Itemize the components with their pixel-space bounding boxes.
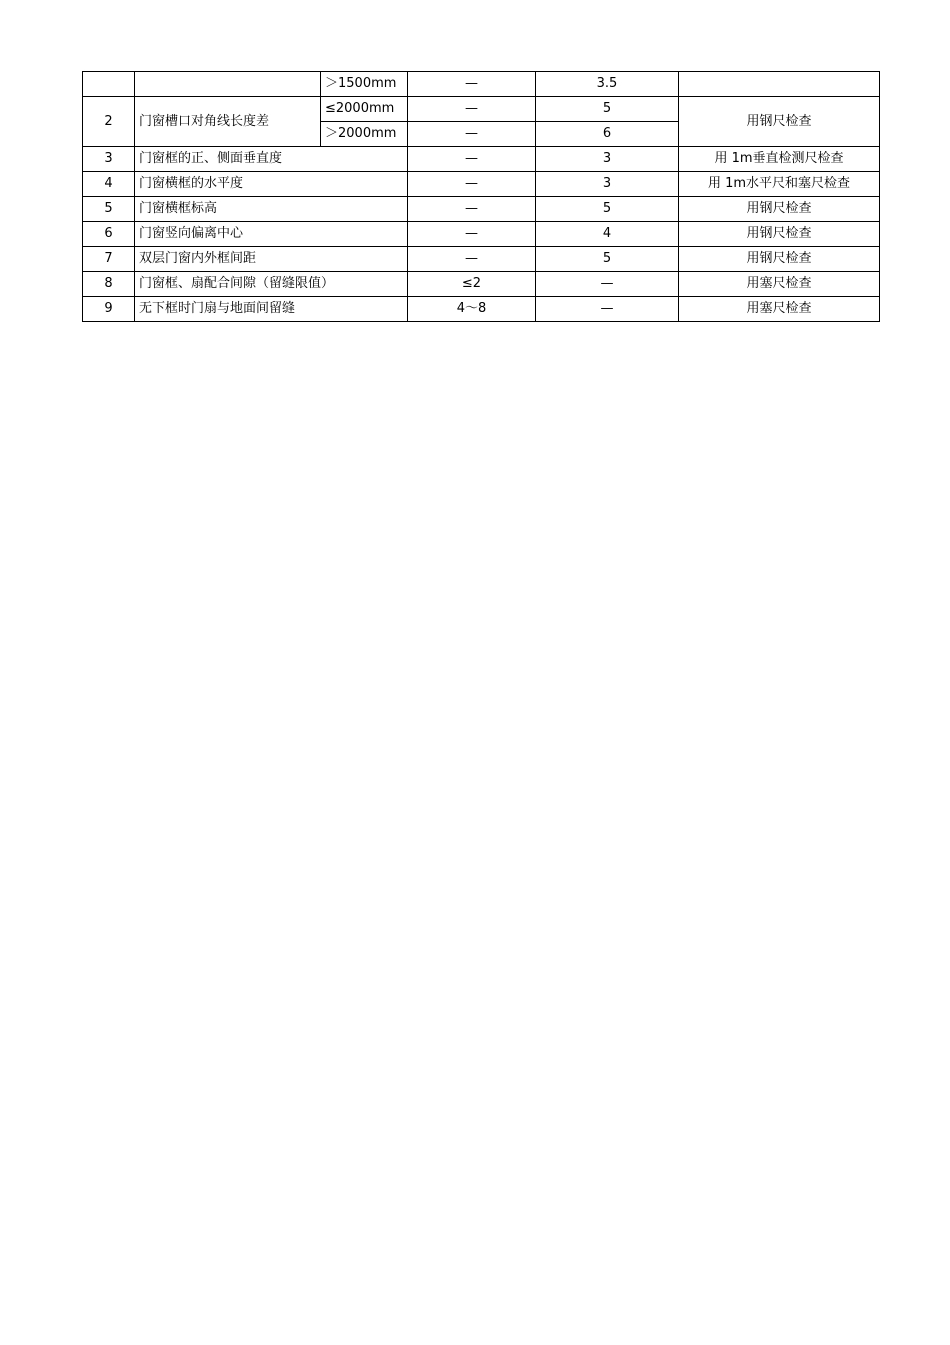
row-tolerance: 5 xyxy=(536,97,679,122)
row-method: 用 1m垂直检测尺检查 xyxy=(679,147,880,172)
table-row xyxy=(83,147,880,172)
row-number xyxy=(83,72,135,97)
row-tolerance: 3 xyxy=(536,172,679,197)
table-row xyxy=(83,297,880,322)
table-row xyxy=(83,272,880,297)
row-method: 用 1m水平尺和塞尺检查 xyxy=(679,172,880,197)
table-row xyxy=(83,172,880,197)
row-item: 门窗框、扇配合间隙（留缝限值） xyxy=(135,272,408,297)
row-method: 用钢尺检查 xyxy=(679,97,880,147)
row-number: 2 xyxy=(83,97,135,147)
row-item: 门窗横框的水平度 xyxy=(135,172,408,197)
row-method: 用钢尺检查 xyxy=(679,197,880,222)
table-row xyxy=(83,97,880,122)
row-tolerance: 5 xyxy=(536,197,679,222)
row-limit: — xyxy=(408,172,536,197)
row-limit: — xyxy=(408,222,536,247)
row-number: 9 xyxy=(83,297,135,322)
row-limit: — xyxy=(408,247,536,272)
row-limit: ≤2 xyxy=(408,272,536,297)
row-number: 4 xyxy=(83,172,135,197)
table-row xyxy=(83,197,880,222)
row-method: 用钢尺检查 xyxy=(679,247,880,272)
row-tolerance: — xyxy=(536,272,679,297)
table-row xyxy=(83,247,880,272)
row-method: 用钢尺检查 xyxy=(679,222,880,247)
table-row xyxy=(83,72,880,97)
row-item: 无下框时门扇与地面间留缝 xyxy=(135,297,408,322)
row-limit: 4～8 xyxy=(408,297,536,322)
row-number: 8 xyxy=(83,272,135,297)
row-item: 双层门窗内外框间距 xyxy=(135,247,408,272)
row-subcondition: ＞2000mm xyxy=(321,122,408,147)
row-number: 3 xyxy=(83,147,135,172)
row-tolerance: 5 xyxy=(536,247,679,272)
row-item: 门窗竖向偏离中心 xyxy=(135,222,408,247)
row-limit: — xyxy=(408,122,536,147)
row-number: 6 xyxy=(83,222,135,247)
row-limit: — xyxy=(408,197,536,222)
row-tolerance: 6 xyxy=(536,122,679,147)
row-method: 用塞尺检查 xyxy=(679,297,880,322)
row-method xyxy=(679,72,880,97)
row-item: 门窗槽口对角线长度差 xyxy=(135,97,321,147)
row-subcondition: ＞1500mm xyxy=(321,72,408,97)
row-tolerance: 3 xyxy=(536,147,679,172)
row-tolerance: 4 xyxy=(536,222,679,247)
table-row xyxy=(83,222,880,247)
row-limit: — xyxy=(408,97,536,122)
row-number: 7 xyxy=(83,247,135,272)
row-tolerance: — xyxy=(536,297,679,322)
spec-table xyxy=(82,71,880,322)
row-item xyxy=(135,72,321,97)
row-tolerance: 3.5 xyxy=(536,72,679,97)
row-subcondition: ≤2000mm xyxy=(321,97,408,122)
row-limit: — xyxy=(408,72,536,97)
row-item: 门窗框的正、侧面垂直度 xyxy=(135,147,408,172)
row-limit: — xyxy=(408,147,536,172)
row-number: 5 xyxy=(83,197,135,222)
row-method: 用塞尺检查 xyxy=(679,272,880,297)
row-item: 门窗横框标高 xyxy=(135,197,408,222)
